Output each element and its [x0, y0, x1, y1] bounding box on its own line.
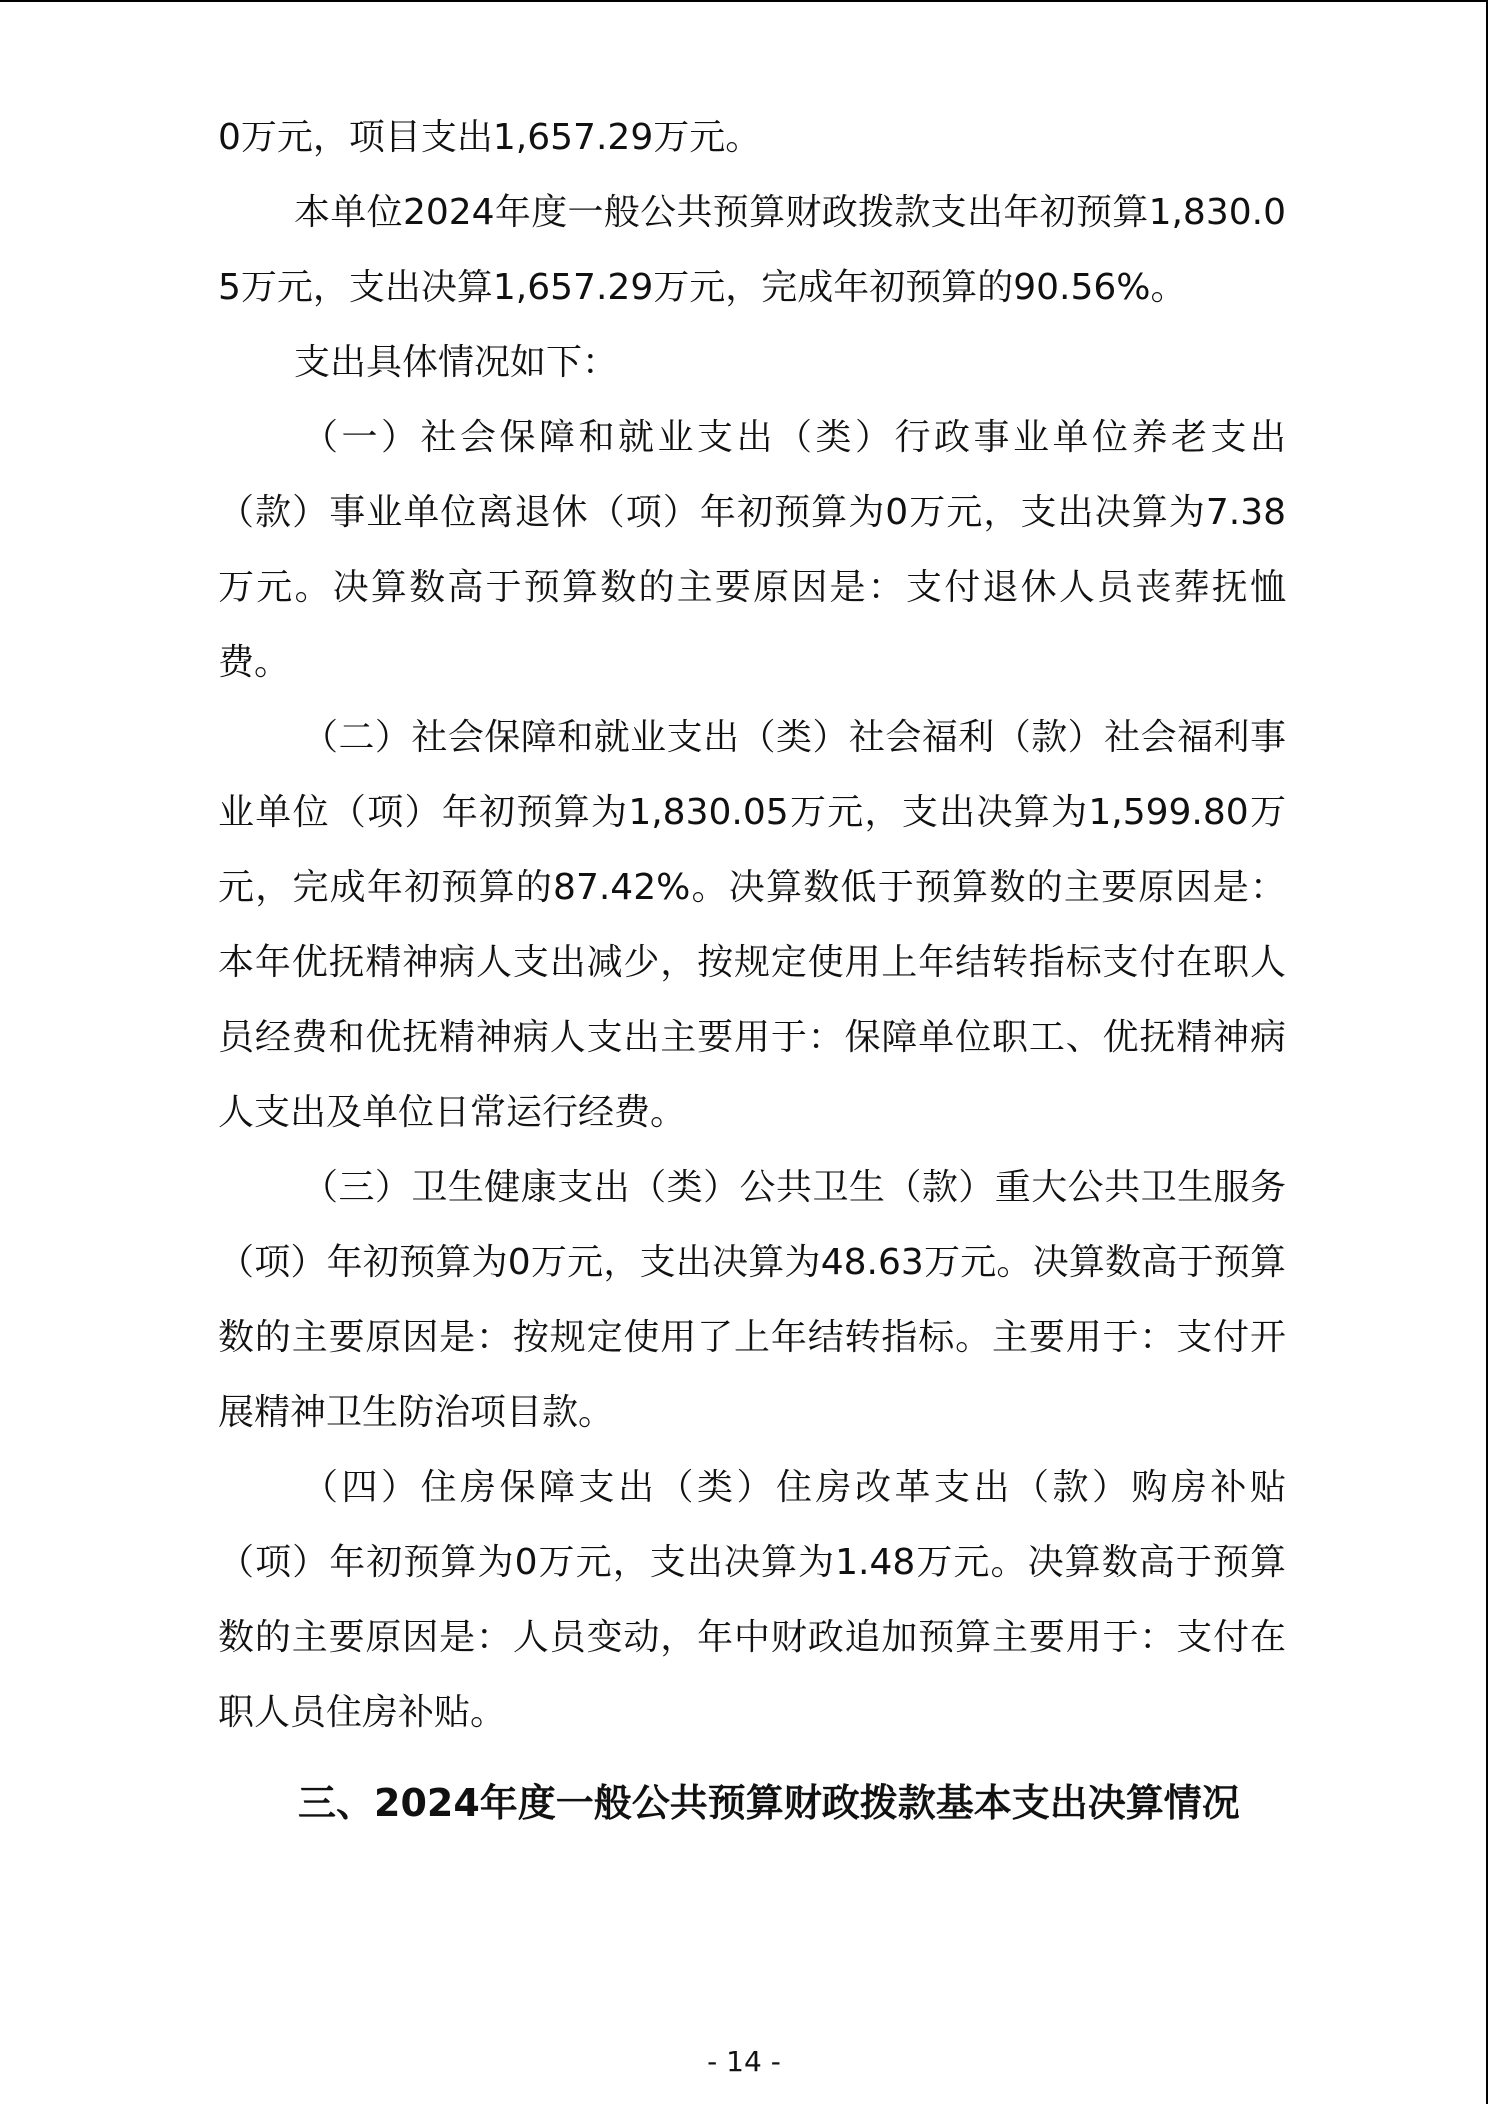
- paragraph-item-3: （三）卫生健康支出（类）公共卫生（款）重大公共卫生服务（项）年初预算为0万元，支出决算为48.63万元。决算数高于预算数的主要原因是：按规定使用了上年结转指标。主要用于：支付开展精神卫生防治项目款。: [218, 1167, 1286, 1433]
- paragraph-budget-summary: 本单位2024年度一般公共预算财政拨款支出年初预算1,830.05万元，支出决算1,657.29万元，完成年初预算的90.56%。: [218, 192, 1286, 308]
- paragraph-details-intro: 支出具体情况如下：: [294, 342, 619, 383]
- page-top-border: [0, 0, 1488, 2]
- document-body: [218, 100, 1286, 1841]
- page-number: - 14 -: [707, 2045, 781, 2078]
- paragraph-item-1: （一）社会保障和就业支出（类）行政事业单位养老支出（款）事业单位离退休（项）年初预算为0万元，支出决算为7.38万元。决算数高于预算数的主要原因是：支付退休人员丧葬抚恤费。: [218, 417, 1286, 683]
- paragraph-item-2: （二）社会保障和就业支出（类）社会福利（款）社会福利事业单位（项）年初预算为1,830.05万元，支出决算为1,599.80万元，完成年初预算的87.42%。决算数低于预算数的主要原因是：本年优抚精神病人支出减少，按规定使用上年结转指标支付在职人员经费和优抚精神病人支出主要用于：保障单位职工、优抚精神病人支出及单位日常运行经费。: [218, 717, 1286, 1133]
- paragraph-item-4: （四）住房保障支出（类）住房改革支出（款）购房补贴（项）年初预算为0万元，支出决算为1.48万元。决算数高于预算数的主要原因是：人员变动，年中财政追加预算主要用于：支付在职人员住房补贴。: [218, 1467, 1286, 1733]
- section-heading: 三、2024年度一般公共预算财政拨款基本支出决算情况: [298, 1781, 1240, 1825]
- paragraph-continuation: 0万元，项目支出1,657.29万元。: [218, 117, 762, 158]
